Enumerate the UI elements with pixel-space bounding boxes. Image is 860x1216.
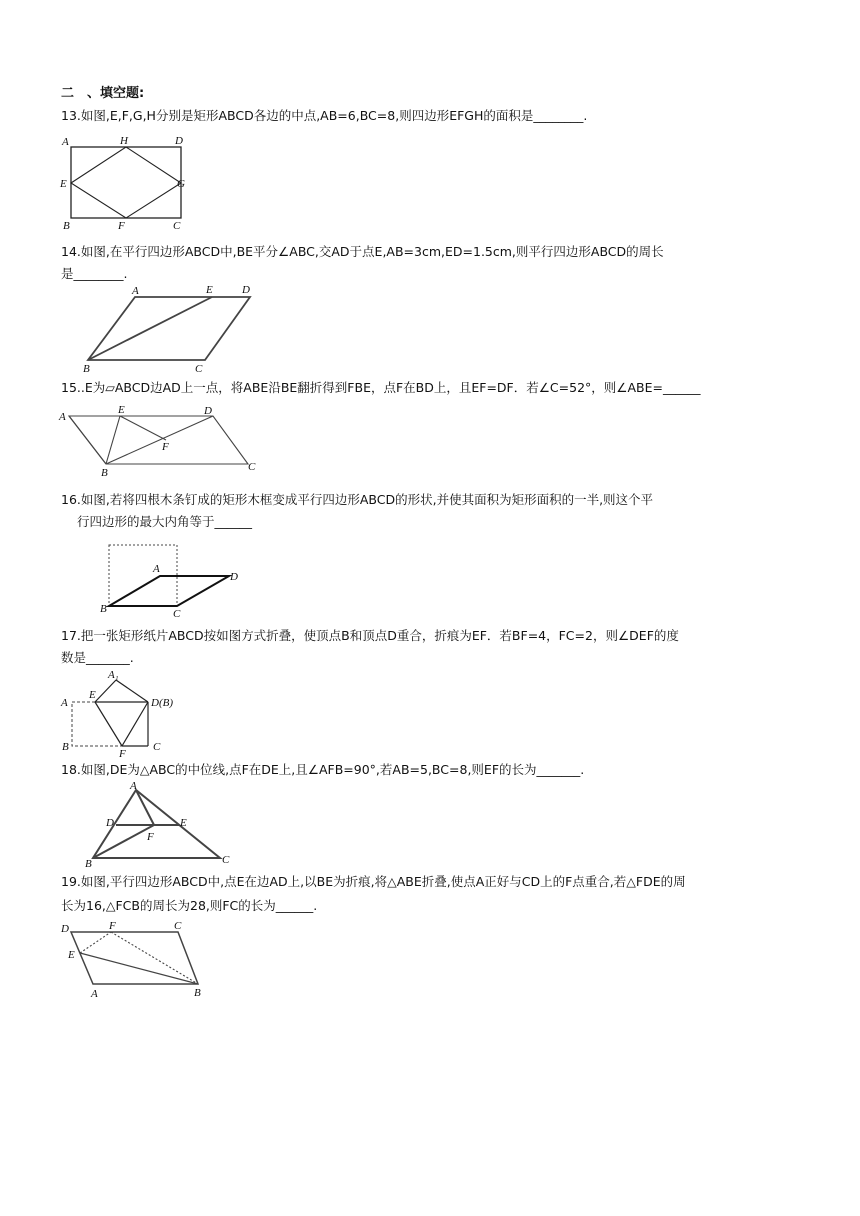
label-D: D <box>106 817 114 829</box>
label-C: C <box>173 608 181 620</box>
label-G: G <box>177 178 185 190</box>
problem-19-text-2: 长为16,△FCB的周长为28,则FC的长为______. <box>61 898 318 913</box>
problem-15-figure <box>58 400 260 480</box>
label-C: C <box>248 461 256 473</box>
label-C: C <box>153 741 161 753</box>
problem-18-text: 18.如图,DE为△ABC的中位线,点F在DE上,且∠AFB=90°,若AB=5,BC=8,则EF的长为_______. <box>61 762 585 777</box>
problem-19-text-1: 19.如图,平行四边形ABCD中,点E在边AD上,以BE为折痕,将△ABE折叠,使点A正好与CD上的F点重合,若△FDE的周 <box>61 874 686 889</box>
label-A1: A₁ <box>108 669 119 681</box>
label-F: F <box>162 441 169 453</box>
label-A: A <box>130 780 137 792</box>
problem-14-text-2: 是________. <box>61 266 128 281</box>
label-A: A <box>59 411 66 423</box>
problem-18-figure <box>80 778 240 870</box>
problem-16-text-1: 16.如图,若将四根木条钉成的矩形木框变成平行四边形ABCD的形状,并使其面积为矩形面积的一半,则这个平 <box>61 492 654 507</box>
problem-17-text-1: 17.把一张矩形纸片ABCD按如图方式折叠，使顶点B和顶点D重合，折痕为EF．若BF=4，FC=2，则∠DEF的度 <box>61 628 679 643</box>
label-B: B <box>63 220 70 232</box>
label-A: A <box>132 285 139 297</box>
label-C: C <box>174 920 182 932</box>
label-C: C <box>195 363 203 375</box>
label-D: D(B) <box>151 697 173 709</box>
label-D: D <box>204 405 212 417</box>
problem-17-figure <box>58 668 180 758</box>
label-A: A <box>62 136 69 148</box>
problem-14-text-1: 14.如图,在平行四边形ABCD中,BE平分∠ABC,交AD于点E,AB=3cm,ED=1.5cm,则平行四边形ABCD的周长 <box>61 244 664 259</box>
label-F: F <box>118 220 125 232</box>
label-A: A <box>153 563 160 575</box>
problem-16-text-2: 行四边形的最大内角等于______ <box>77 514 253 529</box>
label-E: E <box>60 178 67 190</box>
section-title: 二 、填空题: <box>61 86 145 101</box>
label-B: B <box>101 467 108 479</box>
label-C: C <box>173 220 181 232</box>
problem-15-text: 15..E为▱ABCD边AD上一点，将ABE沿BE翻折得到FBE，点F在BD上，且EF=DF．若∠C=52°，则∠ABE=______ <box>61 380 701 395</box>
problem-19-figure <box>58 918 208 1002</box>
label-A: A <box>61 697 68 709</box>
problem-13-text: 13.如图,E,F,G,H分别是矩形ABCD各边的中点,AB=6,BC=8,则四边形EFGH的面积是________. <box>61 108 588 123</box>
label-H: H <box>120 135 128 147</box>
label-A: A <box>91 988 98 1000</box>
label-E: E <box>180 817 187 829</box>
label-F: F <box>109 920 116 932</box>
label-B: B <box>85 858 92 870</box>
label-E: E <box>89 689 96 701</box>
label-F: F <box>147 831 154 843</box>
label-D: D <box>242 284 250 296</box>
label-D: D <box>61 923 69 935</box>
label-D: D <box>230 571 238 583</box>
problem-16-figure <box>96 538 246 620</box>
problem-13-figure <box>58 132 198 234</box>
label-E: E <box>68 949 75 961</box>
label-B: B <box>83 363 90 375</box>
label-F: F <box>119 748 126 758</box>
label-D: D <box>175 135 183 147</box>
label-B: B <box>100 603 107 615</box>
label-C: C <box>222 854 230 866</box>
label-B: B <box>62 741 69 753</box>
label-E: E <box>118 404 125 416</box>
problem-17-text-2: 数是_______. <box>61 650 134 665</box>
problem-14-figure <box>80 282 260 376</box>
label-B: B <box>194 987 201 999</box>
label-E: E <box>206 284 213 296</box>
